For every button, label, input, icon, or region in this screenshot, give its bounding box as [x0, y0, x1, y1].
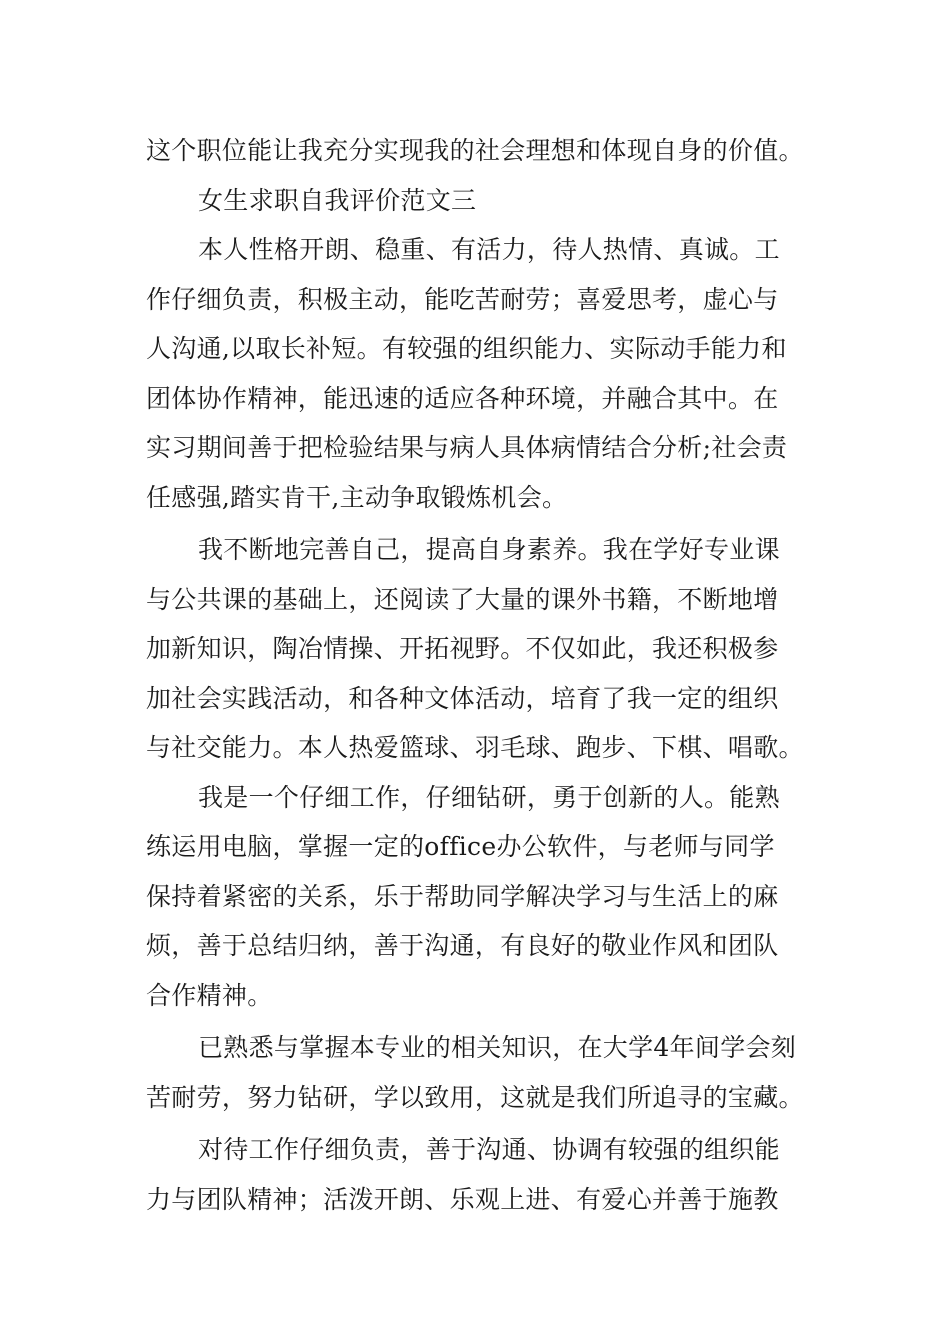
paragraph-line: 已熟悉与掌握本专业的相关知识，在大学4年间学会刻	[198, 1033, 797, 1062]
paragraph-line: 作仔细负责，积极主动，能吃苦耐劳；喜爱思考，虚心与	[146, 284, 779, 314]
section-heading: 女生求职自我评价范文三	[198, 185, 477, 215]
paragraph-line: 烦，善于总结归纳，善于沟通，有良好的敬业作风和团队	[146, 931, 779, 960]
paragraph-line: 与公共课的基础上，还阅读了大量的课外书籍，不断地增	[146, 584, 779, 614]
document-body	[146, 126, 806, 1224]
paragraph-line: 力与团队精神；活泼开朗、乐观上进、有爱心并善于施教	[146, 1184, 779, 1214]
paragraph-line: 任感强,踏实肯干,主动争取锻炼机会。	[146, 482, 568, 512]
paragraph-line: 我是一个仔细工作，仔细钻研，勇于创新的人。能熟	[198, 782, 780, 812]
paragraph-line: 团体协作精神，能迅速的适应各种环境，并融合其中。在	[146, 383, 779, 413]
paragraph-line: 对待工作仔细负责，善于沟通、协调有较强的组织能	[198, 1135, 780, 1164]
paragraph-line: 人沟通,以取长补短。有较强的组织能力、实际动手能力和	[146, 334, 787, 363]
paragraph-line: 实习期间善于把检验结果与病人具体病情结合分析;社会责	[146, 433, 788, 462]
paragraph-line: 本人性格开朗、稳重、有活力，待人热情、真诚。工	[198, 235, 780, 264]
paragraph-line: 与社交能力。本人热爱篮球、羽毛球、跑步、下棋、唱歌。	[146, 733, 804, 762]
paragraph-line: 加社会实践活动，和各种文体活动，培育了我一定的组织	[146, 683, 779, 713]
paragraph-line: 我不断地完善自己，提高自身素养。我在学好专业课	[198, 535, 780, 564]
paragraph-line: 合作精神。	[146, 980, 273, 1010]
paragraph-line: 苦耐劳，努力钻研，学以致用，这就是我们所追寻的宝藏。	[146, 1082, 804, 1112]
paragraph-line: 加新知识，陶冶情操、开拓视野。不仅如此，我还积极参	[146, 634, 779, 663]
paragraph-line: 这个职位能让我充分实现我的社会理想和体现自身的价值。	[146, 136, 804, 165]
paragraph-line: 练运用电脑，掌握一定的office办公软件，与老师与同学	[146, 832, 775, 861]
paragraph-line: 保持着紧密的关系，乐于帮助同学解决学习与生活上的麻	[146, 881, 779, 911]
